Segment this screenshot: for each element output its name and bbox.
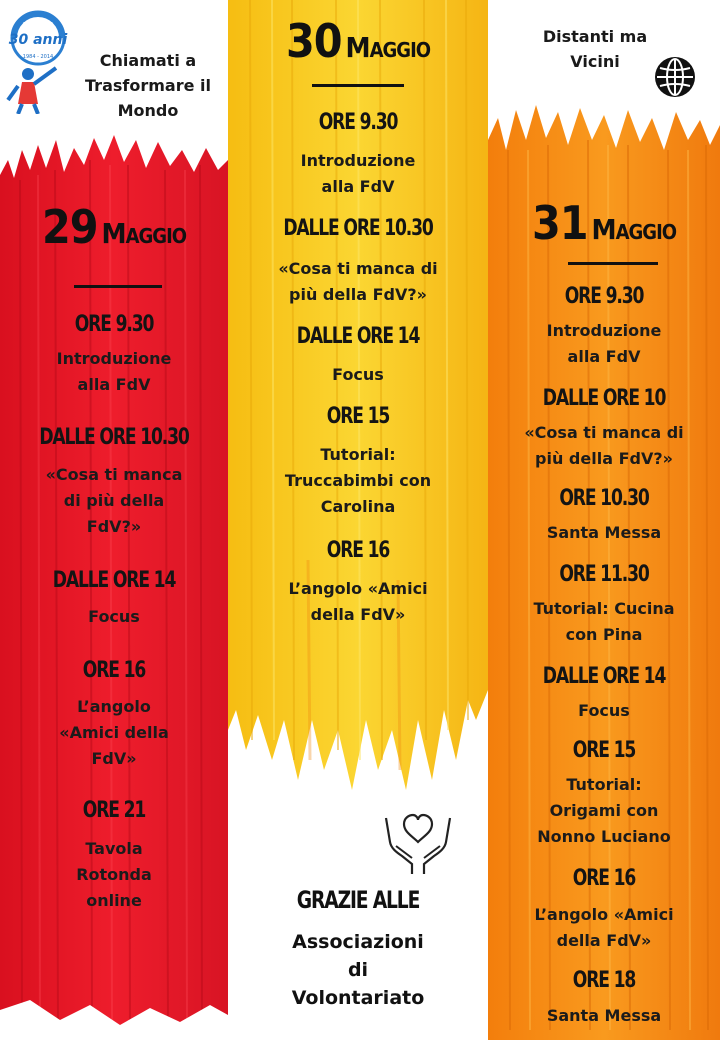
heart-in-hands-icon <box>382 812 454 876</box>
event-time: ORE 16 <box>572 866 636 891</box>
event-time: ORE 9.30 <box>318 110 398 135</box>
event-description: Santa Messa <box>546 523 662 542</box>
event-description: Tavola Rotonda online <box>76 839 152 910</box>
event-time: DALLE ORE 14 <box>52 568 176 593</box>
event-description: Introduzione alla FdV <box>546 321 662 366</box>
event-description: «Cosa ti manca di più della FdV?» <box>45 465 183 536</box>
event-time: DALLE ORE 10.30 <box>39 425 189 450</box>
logo-text: 30 anni <box>8 32 68 48</box>
event-description: L’angolo «Amici della FdV» <box>534 905 674 950</box>
event-time: DALLE ORE 14 <box>542 664 666 689</box>
thanks-body: Associazioni di Volontariato <box>291 931 425 1009</box>
event-time: ORE 11.30 <box>559 562 649 587</box>
event-description: «Cosa ti manca di più della FdV?» <box>278 259 438 304</box>
event-description: «Cosa ti manca di più della FdV?» <box>524 423 684 468</box>
header-motto: Chiamati a Trasformare il Mondo <box>85 51 211 120</box>
event-description: Tutorial: Origami con Nonno Luciano <box>537 775 671 846</box>
event-time: ORE 15 <box>572 738 636 763</box>
thanks-title: GRAZIE ALLE <box>296 886 420 914</box>
globe-icon <box>654 56 696 98</box>
day-month: Maggio <box>591 213 677 246</box>
event-time: ORE 9.30 <box>74 312 154 337</box>
title-underline <box>312 84 404 87</box>
day-title-30 <box>228 14 488 68</box>
day-number: 30 <box>285 14 342 68</box>
event-time: ORE 15 <box>326 404 390 429</box>
event-description: Focus <box>88 607 140 626</box>
event-description: Focus <box>332 365 384 384</box>
event-time: DALLE ORE 10.30 <box>283 216 433 241</box>
event-time: ORE 21 <box>82 798 146 823</box>
event-time: DALLE ORE 10 <box>542 386 666 411</box>
event-time: ORE 16 <box>82 658 146 683</box>
event-description: Santa Messa <box>546 1006 662 1025</box>
logo-years-top: 1984 - 2014 <box>22 22 54 28</box>
event-time: DALLE ORE 14 <box>296 324 420 349</box>
day-title-31 <box>488 196 720 250</box>
title-underline <box>74 285 162 288</box>
logo-years-bottom: 1984 - 2014 <box>22 54 54 60</box>
event-time: ORE 9.30 <box>564 284 644 309</box>
day-month: Maggio <box>101 217 187 250</box>
event-description: Tutorial: Truccabimbi con Carolina <box>284 445 432 516</box>
event-description: Focus <box>578 701 630 720</box>
event-time: ORE 10.30 <box>559 486 649 511</box>
event-time: ORE 18 <box>572 968 636 993</box>
anniversary-logo <box>4 8 70 114</box>
event-description: Introduzione alla FdV <box>300 151 416 196</box>
event-description: L’angolo «Amici della FdV» <box>59 697 169 768</box>
event-description: Tutorial: Cucina con Pina <box>533 599 675 644</box>
day-title-29 <box>0 200 228 254</box>
header-slogan: Distanti ma Vicini <box>542 27 648 71</box>
day-number: 29 <box>41 200 98 254</box>
event-description: Introduzione alla FdV <box>56 349 172 394</box>
title-underline <box>568 262 658 265</box>
day-number: 31 <box>531 196 588 250</box>
event-description: L’angolo «Amici della FdV» <box>288 579 428 624</box>
day-month: Maggio <box>345 31 431 64</box>
event-time: ORE 16 <box>326 538 390 563</box>
